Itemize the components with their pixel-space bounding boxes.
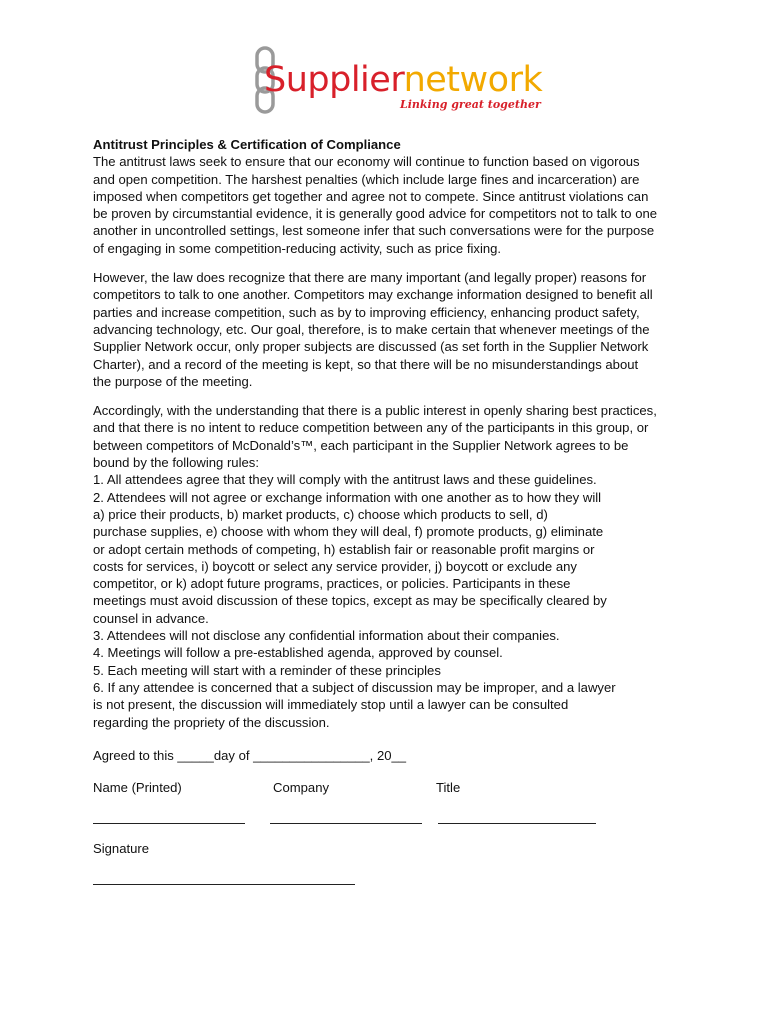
text-line: the purpose of the meeting.: [93, 373, 253, 389]
title-signature-line[interactable]: [438, 823, 596, 824]
text-line: imposed when competitors get together and agree not to compete. Since antitrust violations can: [93, 188, 649, 204]
text-line: 5. Each meeting will start with a reminder of these principles: [93, 662, 441, 678]
text-line: another in uncontrolled settings, lest someone infer that such conversations were for the purpose: [93, 223, 655, 239]
text-line: advancing technology, etc. Our goal, therefore, is to make certain that whenever meetings of the: [93, 321, 650, 337]
text-line: be proven by circumstantial evidence, it is generally good advice for competitors not to talk to one: [93, 206, 658, 222]
text-line: bound by the following rules:: [93, 455, 259, 471]
supplier-network-logo: [250, 42, 543, 122]
text-line: 6. If any attendee is concerned that a subject of discussion may be improper, and a lawyer: [93, 679, 616, 695]
name-printed-label: Name (Printed): [93, 780, 182, 795]
document-body: [93, 136, 663, 743]
text-line: 2. Attendees will not agree or exchange information with one another as to how they will: [93, 489, 602, 505]
logo-word-network: network: [403, 60, 543, 100]
text-line: 3. Attendees will not disclose any confidential information about their companies.: [93, 628, 560, 644]
text-line: 1. All attendees agree that they will comply with the antitrust laws and these guidelines.: [93, 472, 597, 488]
text-line: between competitors of McDonald’s™, each participant in the Supplier Network agrees to be: [93, 437, 629, 453]
company-signature-line[interactable]: [270, 823, 422, 824]
text-line: regarding the propriety of the discussion.: [93, 714, 330, 730]
logo-word-supplier: Supplier: [264, 60, 404, 100]
text-line: purchase supplies, e) choose with whom they will deal, f) promote products, g) eliminate: [93, 524, 604, 540]
document-title: Antitrust Principles & Certification of Compliance: [93, 137, 401, 152]
text-line: counsel in advance.: [93, 610, 209, 626]
text-line: Accordingly, with the understanding that there is a public interest in openly sharing best practices,: [93, 403, 657, 419]
text-line: or adopt certain methods of competing, h) establish fair or reasonable profit margins or: [93, 541, 595, 557]
text-line: meetings must avoid discussion of these topics, except as may be specifically cleared by: [93, 593, 607, 609]
text-line: The antitrust laws seek to ensure that our economy will continue to function based on vigorous: [93, 154, 640, 170]
text-line: parties and increase competition, such as by to improving efficiency, enhancing product safety,: [93, 304, 640, 320]
title-label: Title: [436, 780, 461, 795]
text-line: competitor, or k) adopt future programs, practices, or policies. Participants in these: [93, 576, 571, 592]
text-line: 4. Meetings will follow a pre-established agenda, approved by counsel.: [93, 645, 503, 661]
logo-tagline: Linking great together: [400, 98, 541, 111]
agreed-date-line: Agreed to this _____day of ________________, 20__: [93, 748, 407, 763]
text-line: competitors to talk to one another. Competitors may exchange information designed to benefit all: [93, 287, 653, 303]
text-line: costs for services, i) boycott or select any service provider, j) boycott or exclude any: [93, 558, 577, 574]
signature-label: Signature: [93, 841, 150, 856]
text-line: Supplier Network occur, only proper subjects are discussed (as set forth in the Supplier Network: [93, 339, 649, 355]
signature-line[interactable]: [93, 884, 355, 885]
company-label: Company: [273, 780, 330, 795]
text-line: and open competition. The harshest penalties (which include large fines and incarceration) are: [93, 171, 640, 187]
text-line: However, the law does recognize that there are many important (and legally proper) reasons for: [93, 270, 647, 286]
paragraph-legal-reasons: [93, 269, 663, 390]
text-line: Charter), and a record of the meeting is kept, so that there will be no misunderstandings about: [93, 356, 639, 372]
logo-wordmark: [264, 60, 542, 100]
paragraph-purpose: [93, 153, 663, 257]
text-line: a) price their products, b) market products, c) choose which products to sell, d): [93, 506, 548, 522]
paragraph-rules: [93, 402, 663, 731]
text-line: of engaging in some competition-reducing activity, such as price fixing.: [93, 240, 502, 256]
text-line: and that there is no intent to reduce competition between any of the participants in this group, or: [93, 420, 649, 436]
text-line: is not present, the discussion will immediately stop until a lawyer can be consulted: [93, 697, 569, 713]
name-signature-line[interactable]: [93, 823, 245, 824]
